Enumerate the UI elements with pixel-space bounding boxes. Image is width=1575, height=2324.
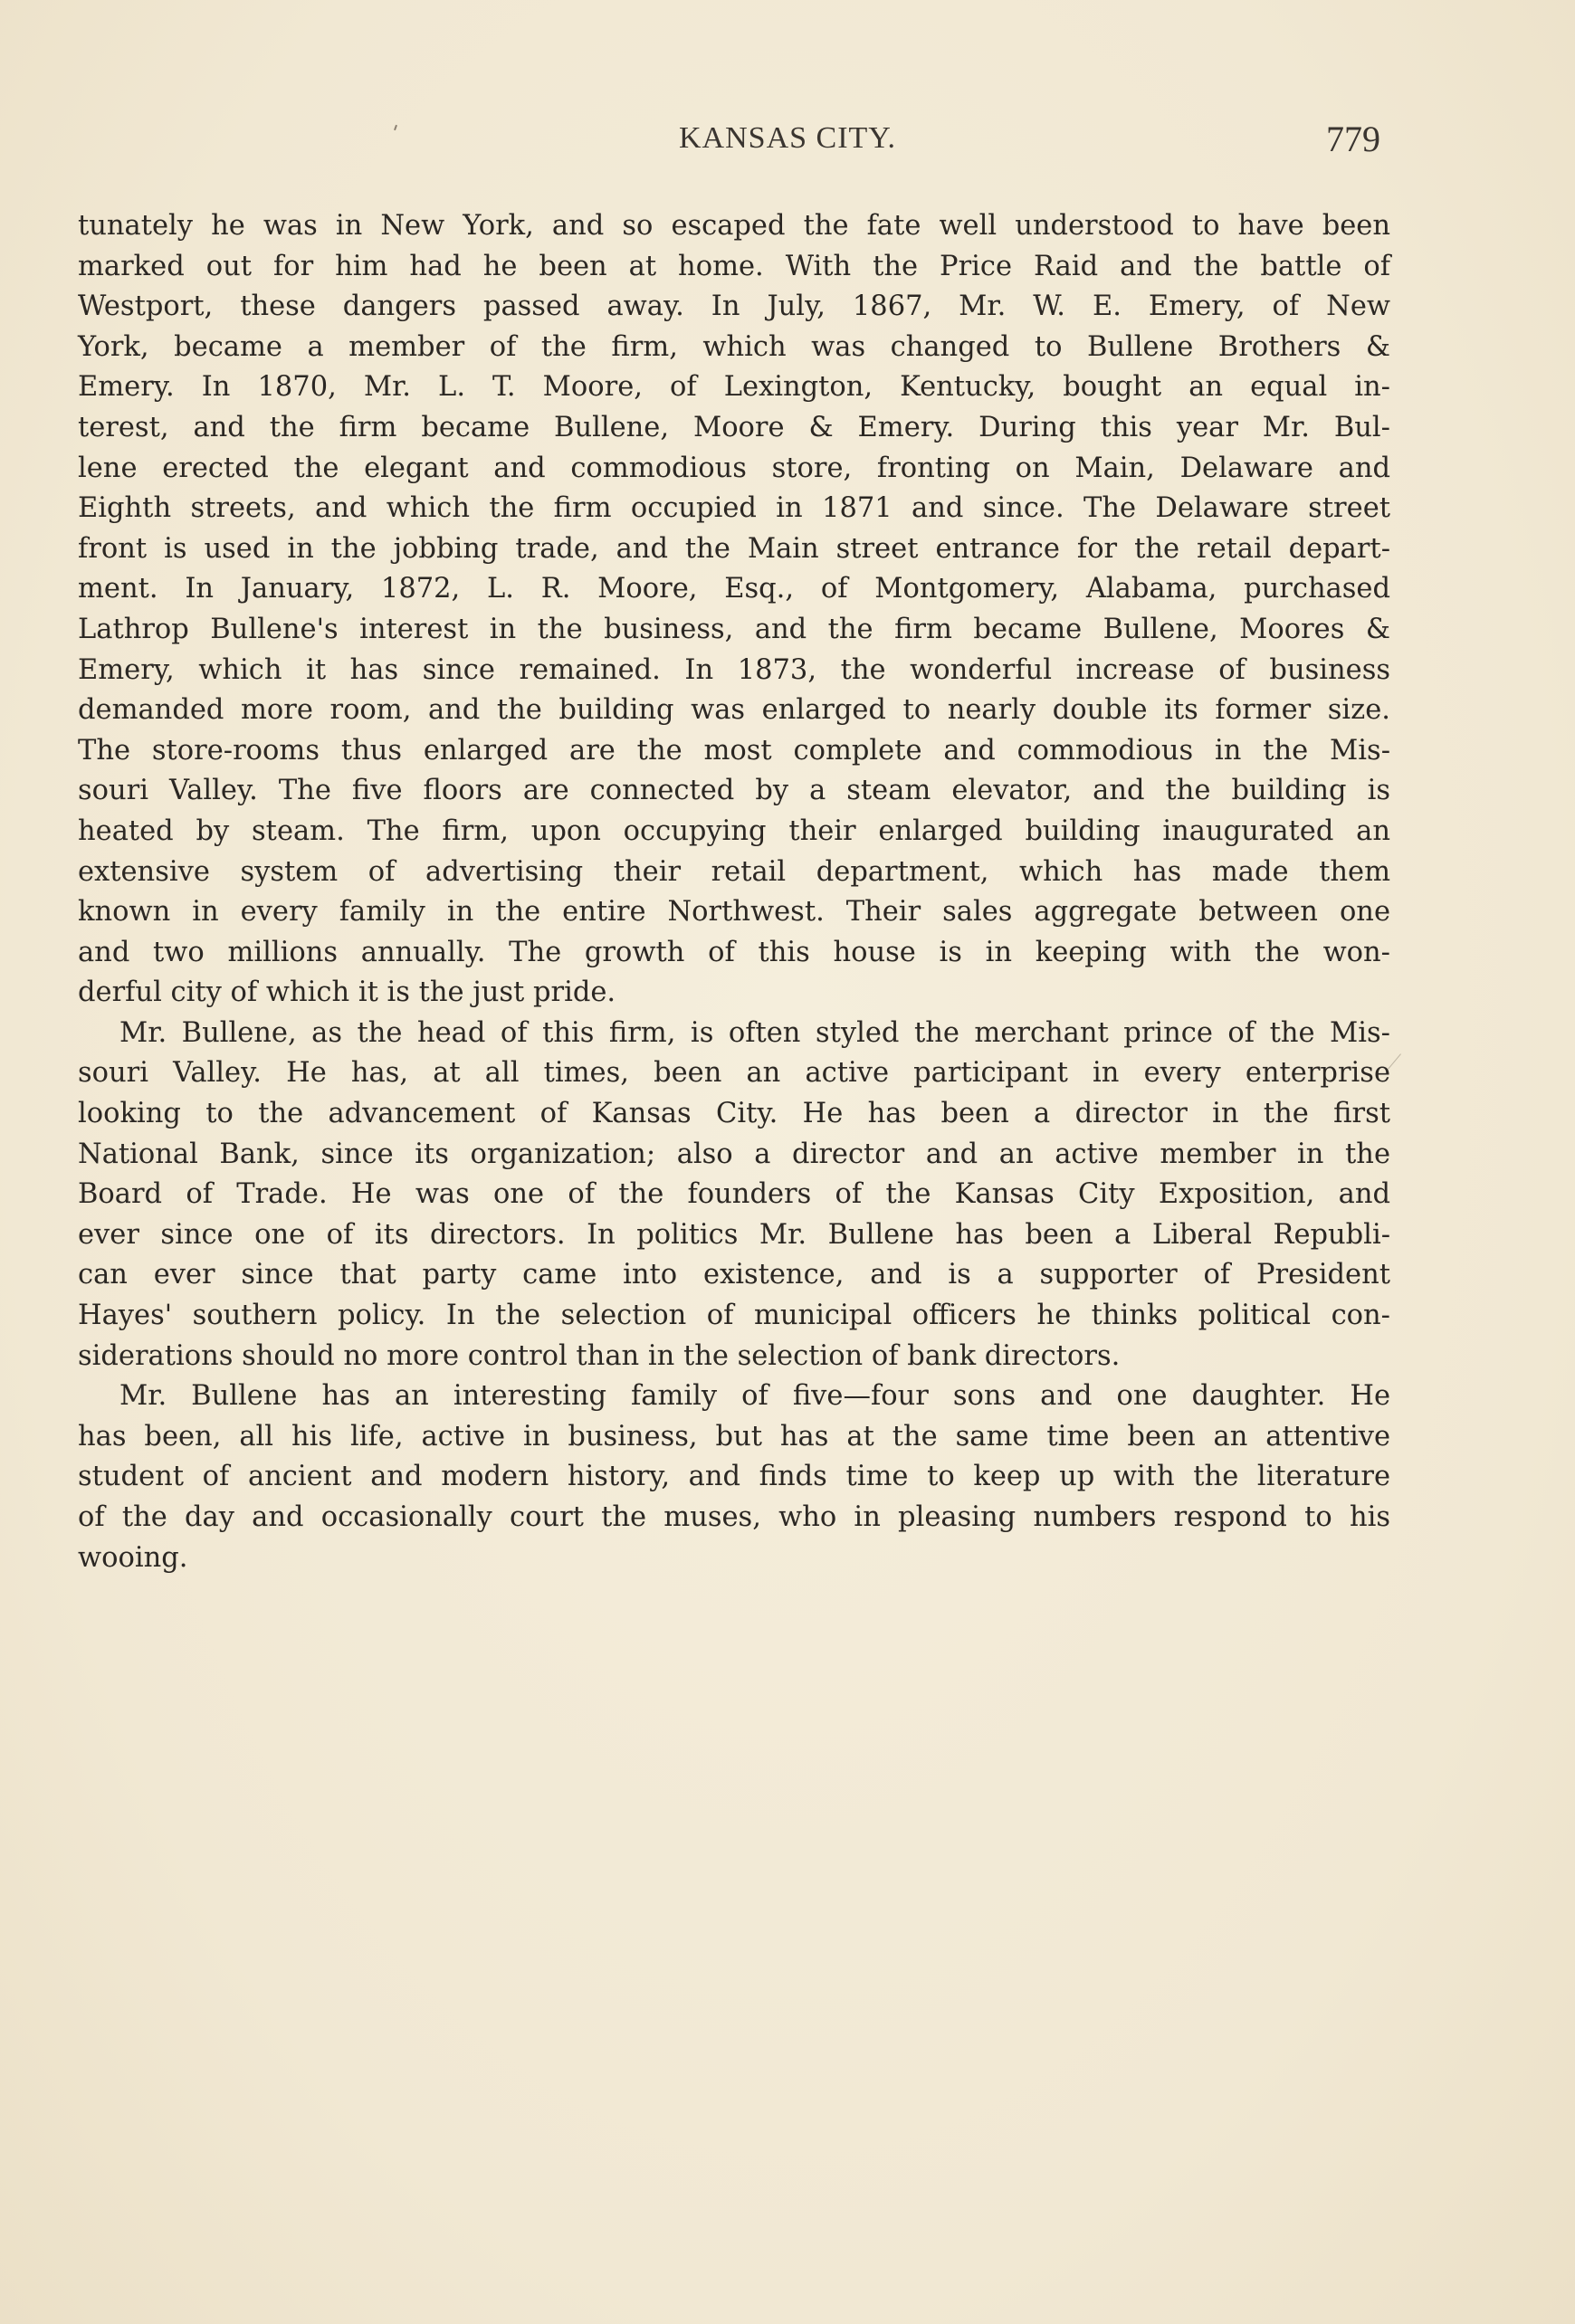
text-line: siderations should no more control than in the selection of bank directors.	[78, 1339, 1121, 1372]
text-line: marked out for him had he been at home. With the Price Raid and the battle of	[78, 250, 1390, 282]
text-line: Mr. Bullene, as the head of this firm, is often styled the merchant prince of the Mis-	[119, 1016, 1390, 1049]
text-line: front is used in the jobbing trade, and the Main street entrance for the retail depart-	[78, 532, 1390, 565]
running-head	[0, 118, 1575, 163]
text-line: Eighth streets, and which the firm occupied in 1871 and since. The Delaware street	[78, 492, 1390, 525]
text-line: York, became a member of the firm, which was changed to Bullene Brothers &	[78, 330, 1390, 363]
text-line: ment. In January, 1872, L. R. Moore, Esq., of Montgomery, Alabama, purchased	[78, 573, 1390, 605]
text-line: can ever since that party came into existence, and is a supporter of President	[78, 1259, 1390, 1291]
text-line: souri Valley. The five floors are connected by a steam elevator, and the building is	[78, 775, 1390, 807]
text-line: derful city of which it is the just pride.	[78, 976, 616, 1009]
text-line: extensive system of advertising their retail department, which has made them	[78, 855, 1390, 888]
text-line: Emery, which it has since remained. In 1873, the wonderful increase of business	[78, 653, 1390, 686]
text-line: lene erected the elegant and commodious store, fronting on Main, Delaware and	[78, 452, 1390, 484]
text-line: Westport, these dangers passed away. In July, 1867, Mr. W. E. Emery, of New	[78, 290, 1390, 323]
text-line: demanded more room, and the building was enlarged to nearly double its former size.	[78, 694, 1390, 727]
text-line: tunately he was in New York, and so escaped the fate well understood to have been	[78, 210, 1390, 242]
text-line: Mr. Bullene has an interesting family of five—four sons and one daughter. He	[119, 1380, 1390, 1413]
text-line: wooing.	[78, 1541, 188, 1574]
running-title: KANSAS CITY.	[679, 121, 896, 155]
text-line: National Bank, since its organization; also a director and an active member in the	[78, 1138, 1390, 1170]
text-line: Emery. In 1870, Mr. L. T. Moore, of Lexington, Kentucky, bought an equal in-	[78, 371, 1390, 404]
text-line: terest, and the firm became Bullene, Moore & Emery. During this year Mr. Bul-	[78, 411, 1390, 443]
text-line: ever since one of its directors. In politics Mr. Bullene has been a Liberal Republi-	[78, 1218, 1390, 1251]
text-line: heated by steam. The firm, upon occupying their enlarged building inaugurated an	[78, 814, 1390, 847]
text-line: student of ancient and modern history, and finds time to keep up with the literature	[78, 1461, 1390, 1493]
paragraph	[78, 1014, 1390, 1376]
text-line: has been, all his life, active in business, but has at the same time been an attentive	[78, 1420, 1390, 1452]
text-line: Lathrop Bullene's interest in the business, and the firm became Bullene, Moores &	[78, 613, 1390, 645]
text-line: Hayes' southern policy. In the selection of municipal officers he thinks political con-	[78, 1300, 1390, 1332]
body-text	[78, 206, 1390, 1578]
text-line: Board of Trade. He was one of the founders of the Kansas City Exposition, and	[78, 1178, 1390, 1211]
text-line: and two millions annually. The growth of this house is in keeping with the won-	[78, 936, 1390, 968]
text-line: looking to the advancement of Kansas City. He has been a director in the first	[78, 1098, 1390, 1130]
text-line: of the day and occasionally court the muses, who in pleasing numbers respond to his	[78, 1501, 1390, 1533]
text-line: souri Valley. He has, at all times, been an active participant in every enterprise	[78, 1057, 1390, 1090]
page-number: 779	[1326, 119, 1380, 159]
paragraph	[78, 1376, 1390, 1578]
text-line: The store-rooms thus enlarged are the most complete and commodious in the Mis-	[78, 734, 1390, 767]
paragraph	[78, 206, 1390, 1014]
text-line: known in every family in the entire Northwest. Their sales aggregate between one	[78, 896, 1390, 929]
